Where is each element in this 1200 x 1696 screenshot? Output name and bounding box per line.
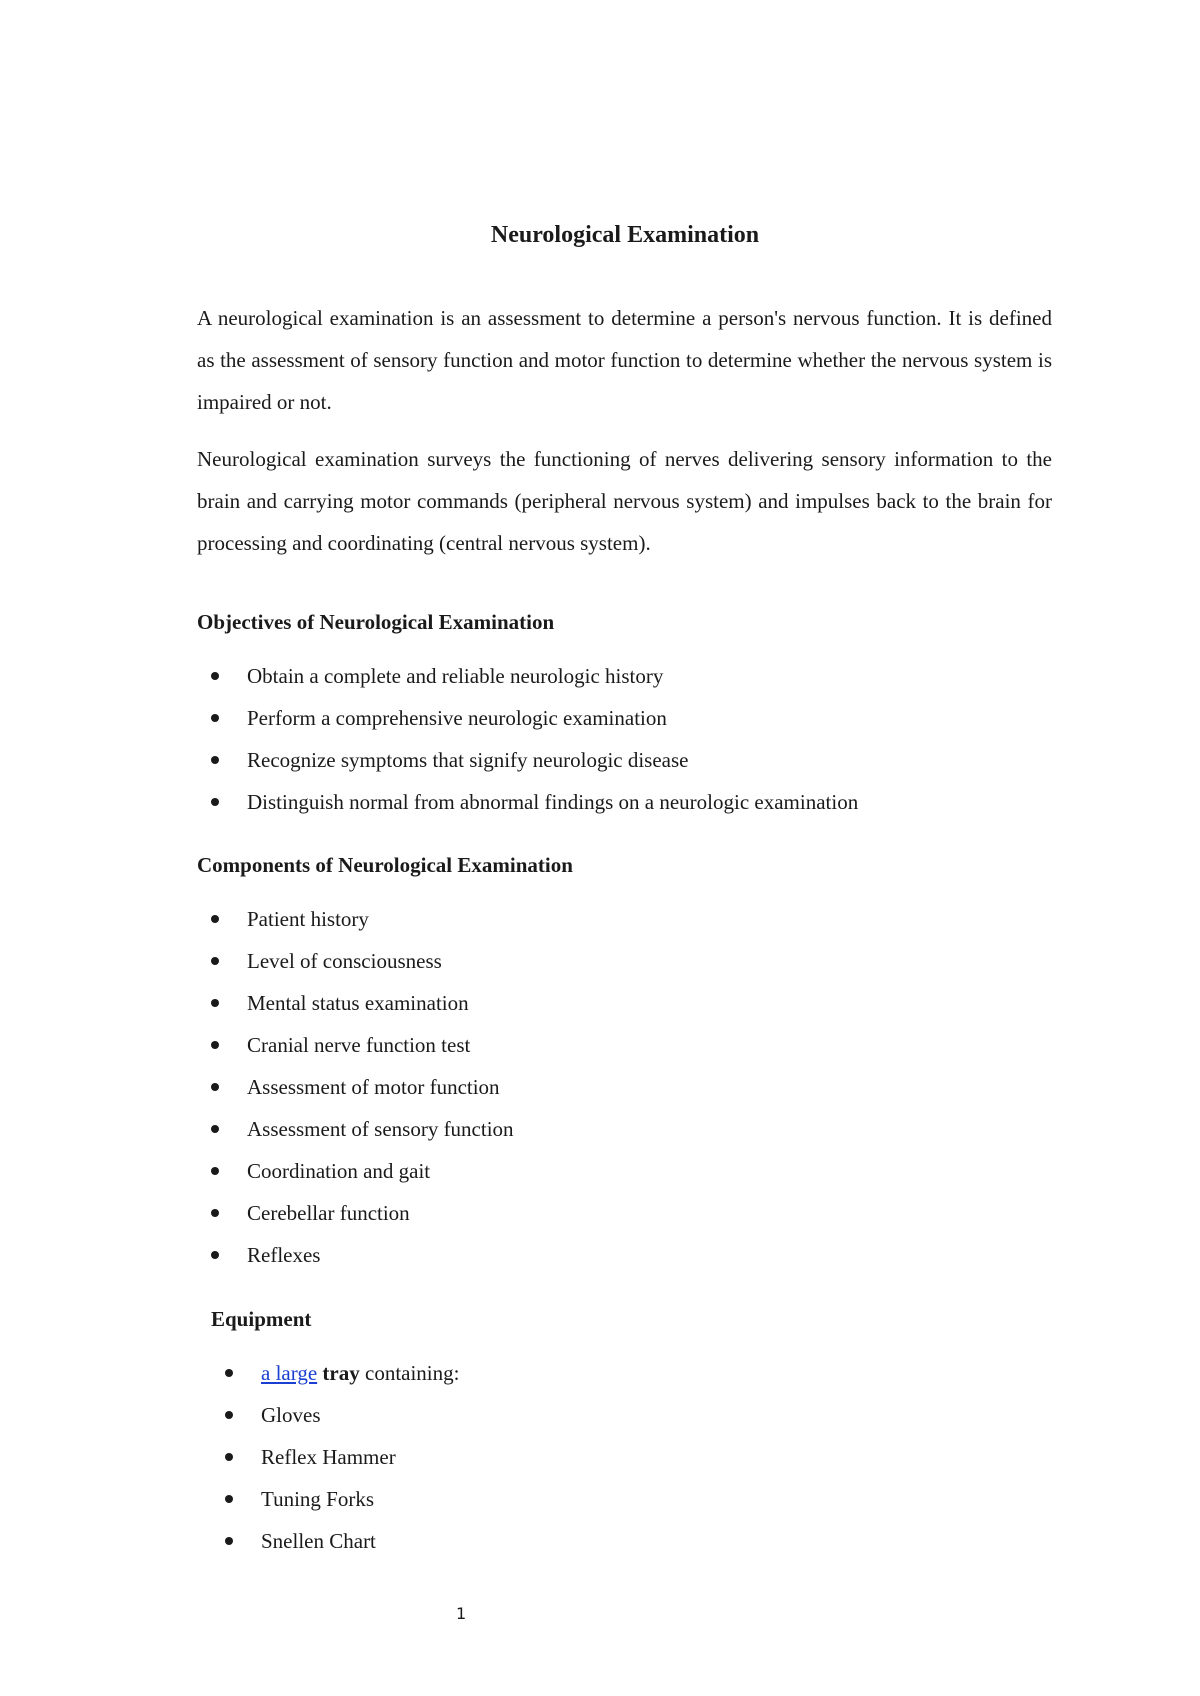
bullet-icon bbox=[211, 798, 219, 806]
bullet-icon bbox=[211, 1083, 219, 1091]
page-number: 1 bbox=[456, 1604, 467, 1623]
bullet-icon bbox=[225, 1537, 233, 1545]
bullet-icon bbox=[211, 714, 219, 722]
list-item-text: Recognize symptoms that signify neurologic disease bbox=[247, 748, 689, 772]
bullet-icon bbox=[225, 1495, 233, 1503]
tray-link[interactable]: a large bbox=[261, 1361, 318, 1385]
list-item bbox=[197, 1150, 514, 1192]
bullet-icon bbox=[225, 1453, 233, 1461]
list-item-text: Reflex Hammer bbox=[261, 1445, 396, 1469]
list-item bbox=[211, 1436, 459, 1478]
bullet-icon bbox=[225, 1369, 233, 1377]
list-item bbox=[197, 1066, 514, 1108]
equipment-list bbox=[211, 1352, 459, 1562]
list-item bbox=[197, 655, 858, 697]
list-item bbox=[197, 940, 514, 982]
page-title: Neurological Examination bbox=[490, 222, 760, 248]
list-item-text: Distinguish normal from abnormal findings on a neurologic examination bbox=[247, 790, 859, 814]
bullet-icon bbox=[211, 957, 219, 965]
bullet-icon bbox=[211, 1167, 219, 1175]
list-item-text: Mental status examination bbox=[247, 991, 469, 1015]
list-item bbox=[197, 1192, 514, 1234]
list-item-text: Cerebellar function bbox=[247, 1201, 410, 1225]
bullet-icon bbox=[211, 915, 219, 923]
list-item bbox=[197, 898, 514, 940]
list-item-text: Patient history bbox=[247, 907, 369, 931]
description-paragraph: Neurological examination surveys the functioning of nerves delivering sensory information to the brain and carrying motor commands (peripheral nervous system) and impulses back to the brain for processing and coordinating (central nervous system). bbox=[197, 447, 1052, 555]
list-item-text: Tuning Forks bbox=[261, 1487, 375, 1511]
list-item bbox=[211, 1520, 459, 1562]
bullet-icon bbox=[225, 1411, 233, 1419]
components-heading: Components of Neurological Examination bbox=[197, 853, 573, 877]
list-item-text: Reflexes bbox=[247, 1243, 321, 1267]
bullet-icon bbox=[211, 672, 219, 680]
bullet-icon bbox=[211, 1251, 219, 1259]
list-item bbox=[211, 1394, 459, 1436]
list-item bbox=[197, 1024, 514, 1066]
tray-bold-text: tray bbox=[322, 1361, 360, 1385]
list-item bbox=[197, 781, 858, 823]
list-item bbox=[197, 1234, 514, 1276]
list-item-text: Coordination and gait bbox=[247, 1159, 431, 1183]
bullet-icon bbox=[211, 1209, 219, 1217]
list-item-text: Gloves bbox=[261, 1403, 321, 1427]
objectives-list bbox=[197, 655, 858, 823]
list-item-text: Assessment of motor function bbox=[247, 1075, 500, 1099]
list-item bbox=[197, 697, 858, 739]
list-item-text: Assessment of sensory function bbox=[247, 1117, 514, 1141]
bullet-icon bbox=[211, 999, 219, 1007]
list-item-text: Cranial nerve function test bbox=[247, 1033, 471, 1057]
list-item bbox=[197, 1108, 514, 1150]
list-item bbox=[197, 982, 514, 1024]
intro-paragraph: A neurological examination is an assessment to determine a person's nervous function. It is defined as the assessment of sensory function and motor function to determine whether the nervous system is impaired or not. bbox=[197, 306, 1052, 414]
components-list bbox=[197, 898, 514, 1276]
list-item-text: Obtain a complete and reliable neurologic history bbox=[247, 664, 664, 688]
tray-rest-text: containing: bbox=[359, 1361, 460, 1385]
list-item-text: Snellen Chart bbox=[261, 1529, 376, 1553]
bullet-icon bbox=[211, 756, 219, 764]
list-item bbox=[197, 739, 858, 781]
list-item-text: Level of consciousness bbox=[247, 949, 442, 973]
bullet-icon bbox=[211, 1041, 219, 1049]
bullet-icon bbox=[211, 1125, 219, 1133]
list-item-text: Perform a comprehensive neurologic examination bbox=[247, 706, 667, 730]
list-item bbox=[211, 1352, 459, 1394]
equipment-heading: Equipment bbox=[211, 1307, 312, 1331]
list-item bbox=[211, 1478, 459, 1520]
objectives-heading: Objectives of Neurological Examination bbox=[197, 610, 555, 634]
